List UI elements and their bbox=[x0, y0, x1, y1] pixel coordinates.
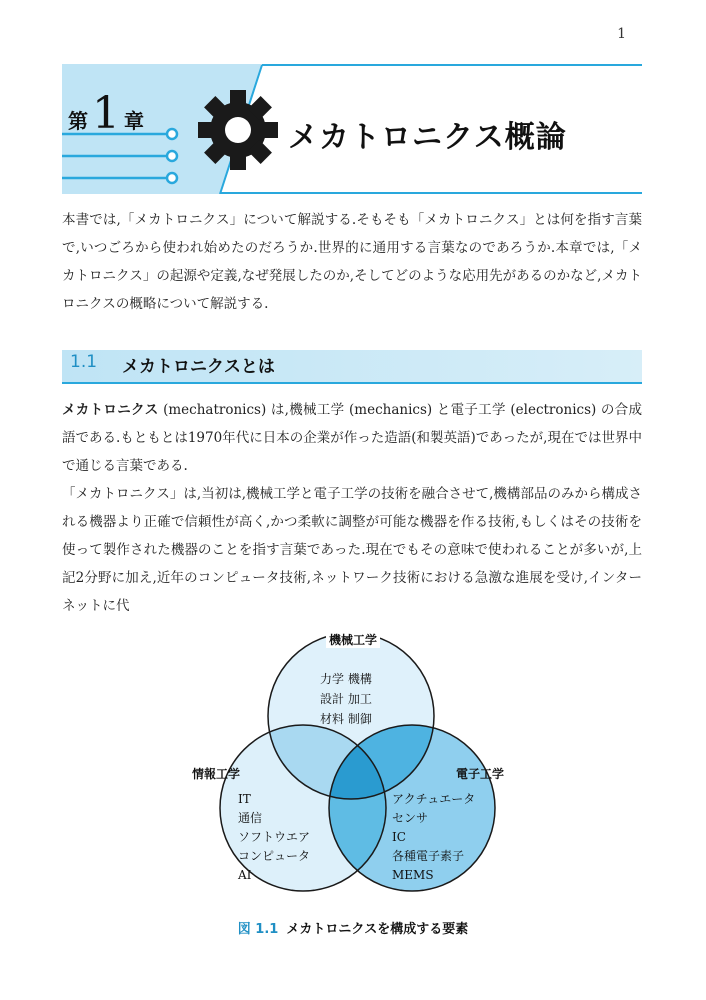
section-title: メカトロニクスとは bbox=[122, 357, 275, 377]
chapter-number: 1 bbox=[92, 88, 120, 139]
electronic-item: 各種電子素子 bbox=[392, 849, 465, 863]
electronic-label: 電子工学 bbox=[456, 767, 505, 781]
body-paragraph-2: 「メカトロニクス」は,当初は,機械工学と電子工学の技術を融合させて,機構部品のみから構成される機器より正確で信頼性が高く,かつ柔軟に調整が可能な機器を作る技術,もしくはその技術を使って製作された機器のことを指す言葉であった.現在でもその意味で使われることが多いが,上記2分野に加え,近年のコンピュータ技術,ネットワーク技術における急激な進展を受け,インターネットに代 bbox=[62, 486, 642, 614]
mechanical-label: 機械工学 bbox=[328, 633, 378, 647]
mechanical-item: 材料 制御 bbox=[320, 712, 372, 726]
intro-paragraph: 本書では,「メカトロニクス」について解説する.そもそも「メカトロニクス」とは何を指す言葉で,いつごろから使われ始めたのだろうか.世界的に通用する言葉なのであろうか.本章では,「メカトロニクス」の起源や定義,なぜ発展したのか,そしてどのような応用先があるのかなど,メカトロニクスの概略について解説する. bbox=[62, 212, 642, 312]
electronic-item: MEMS bbox=[392, 868, 434, 882]
chapter-title: メカトロニクス概論 bbox=[288, 120, 567, 155]
section-number: 1.1 bbox=[70, 352, 98, 372]
electronic-item: IC bbox=[392, 830, 406, 844]
mechanical-item: 設計 加工 bbox=[320, 692, 372, 706]
chapter-suffix: 章 bbox=[124, 109, 144, 133]
information-label: 情報工学 bbox=[192, 767, 241, 781]
information-item: ソフトウエア bbox=[238, 830, 311, 844]
body-paragraph-1-text: (mechatronics) は,機械工学 (mechanics) と電子工学 (electronics) の合成語である.もともとは1970年代に日本の企業が作った造語(和製英語)であったが,現在では世界中で通じる言葉である. bbox=[62, 402, 642, 474]
information-item: 通信 bbox=[238, 811, 263, 825]
information-item: AI bbox=[238, 868, 252, 882]
electronic-item: センサ bbox=[392, 811, 429, 825]
figure-caption-text: メカトロニクスを構成する要素 bbox=[286, 922, 469, 937]
gear-icon bbox=[196, 88, 280, 172]
venn-diagram bbox=[190, 628, 516, 908]
mechanical-item: 力学 機構 bbox=[320, 672, 372, 686]
figure-number: 図 1.1 bbox=[237, 922, 279, 937]
information-item: コンピュータ bbox=[238, 849, 311, 863]
keyword-mechatronics: メカトロニクス bbox=[62, 402, 159, 418]
electronic-item: アクチュエータ bbox=[392, 792, 476, 806]
chapter-prefix: 第 bbox=[68, 109, 88, 133]
information-item: IT bbox=[238, 792, 251, 806]
page-number: 1 bbox=[617, 26, 626, 42]
chapter-number-label bbox=[68, 88, 144, 139]
figure-caption bbox=[0, 918, 706, 937]
body-paragraph-1 bbox=[62, 396, 642, 480]
